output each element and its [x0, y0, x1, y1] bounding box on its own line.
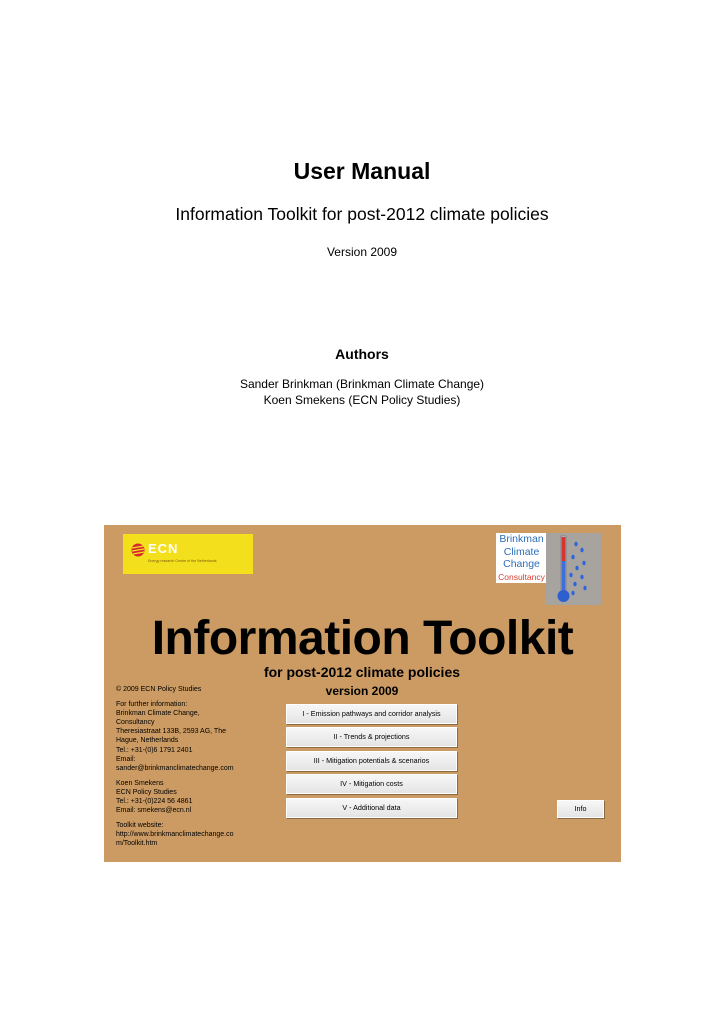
contact-line: Email:: [116, 755, 136, 763]
bcc-logo-line: Climate: [503, 545, 540, 558]
manual-subtitle: Information Toolkit for post-2012 climate policies: [175, 204, 549, 224]
ecn-tagline: Energy research Centre of the Netherlands: [148, 559, 217, 563]
bcc-logo-line: Change: [503, 558, 540, 570]
mitigation-potentials-button[interactable]: III - Mitigation potentials & scenarios: [286, 751, 457, 771]
author-line: Koen Smekens (ECN Policy Studies): [263, 393, 461, 407]
contact-line: Brinkman Climate Change,: [116, 710, 200, 718]
ecn-mark-icon: [130, 543, 146, 557]
contact-line: © 2009 ECN Policy Studies: [116, 686, 202, 693]
contact-line: Theresiastraat 133B, 2593 AG, The: [116, 728, 226, 736]
contact-line: Koen Smekens: [116, 779, 164, 787]
contact-line: For further information:: [116, 701, 188, 709]
contact-line: ECN Policy Studies: [116, 788, 177, 796]
additional-data-button[interactable]: V - Additional data: [286, 798, 457, 818]
bcc-logo: [496, 533, 547, 583]
contact-line: Toolkit website:: [116, 822, 164, 830]
bcc-logo-line: Brinkman: [499, 533, 544, 545]
toolkit-version: version 2009: [325, 684, 399, 698]
ecn-wordmark: ECN: [148, 541, 179, 556]
toolkit-screenshot: [104, 525, 621, 862]
author-line: Sander Brinkman (Brinkman Climate Change): [239, 377, 485, 391]
manual-version: Version 2009: [326, 245, 398, 259]
contact-line: Email: smekens@ecn.nl: [116, 807, 192, 815]
info-button[interactable]: Info: [557, 800, 604, 818]
authors-heading: Authors: [335, 346, 389, 362]
manual-title: User Manual: [293, 158, 431, 184]
toolkit-title: Information Toolkit: [151, 612, 574, 665]
thermometer-rain-icon: [546, 533, 601, 605]
contact-line: sander@brinkmanclimatechange.com: [116, 764, 234, 772]
contact-line: http://www.brinkmanclimatechange.co: [116, 831, 234, 839]
bcc-logo-line: Consultancy: [498, 571, 545, 582]
emission-pathways-button[interactable]: I - Emission pathways and corridor analysis: [286, 704, 457, 724]
contact-line: m/Toolkit.htm: [116, 840, 158, 848]
trends-projections-button[interactable]: II - Trends & projections: [286, 727, 457, 747]
contact-line: Consultancy: [116, 719, 155, 727]
contact-line: Tel.: +31-(0)6 1791 2401: [116, 746, 193, 754]
mitigation-costs-button[interactable]: IV - Mitigation costs: [286, 774, 457, 794]
contact-line: Tel.: +31-(0)224 56 4861: [116, 798, 193, 806]
contact-info: [116, 685, 256, 849]
ecn-logo: [123, 534, 253, 574]
contact-line: Hague, Netherlands: [116, 737, 179, 745]
toolkit-subtitle: for post-2012 climate policies: [263, 664, 461, 680]
